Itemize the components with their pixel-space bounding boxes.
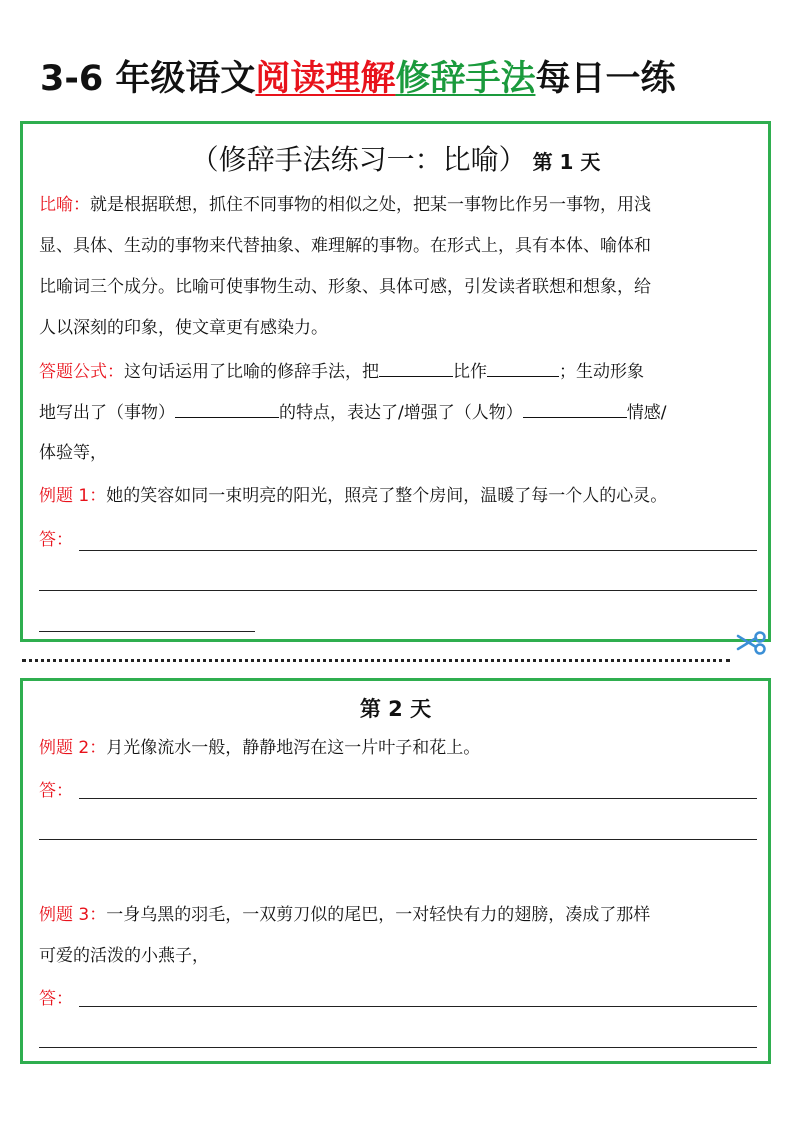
formula-text-1: 这句话运用了比喻的修辞手法，把 <box>124 362 379 382</box>
answer-label: 答： <box>39 989 73 1009</box>
title-prefix: 3-6 年级语文 <box>40 59 256 99</box>
example3-line-1 <box>39 903 650 927</box>
formula-text-4: 地写出了（事物） <box>39 403 175 423</box>
formula-text-2: 比作 <box>453 362 487 382</box>
formula-blank-2[interactable] <box>487 358 559 377</box>
formula-blank-1[interactable] <box>379 358 453 377</box>
example2-label: 例题 2： <box>39 738 107 758</box>
definition-label: 比喻： <box>39 195 90 215</box>
formula-text-3: ；生动形象 <box>559 362 644 382</box>
day2-label: 第 2 天 <box>359 697 432 721</box>
day1-heading <box>23 140 768 180</box>
answer1-line-2[interactable] <box>39 590 757 591</box>
answer2-line-2[interactable] <box>39 839 757 840</box>
answer-label: 答： <box>39 530 73 550</box>
definition-line-1 <box>39 193 651 217</box>
example3-label: 例题 3： <box>39 905 107 925</box>
example1-line <box>39 484 667 508</box>
example2-line <box>39 736 480 760</box>
answer3-line-1[interactable] <box>79 1006 757 1007</box>
formula-text-5: 的特点，表达了/增强了（人物） <box>279 403 523 423</box>
scissors-icon <box>736 629 768 657</box>
title-highlight-red: 阅读理解 <box>255 59 396 99</box>
example3-line-2: 可爱的活泼的小燕子， <box>39 946 209 966</box>
day2-section <box>20 678 771 1064</box>
formula-label: 答题公式： <box>39 362 124 382</box>
answer3-line-2[interactable] <box>39 1047 757 1048</box>
definition-line-4: 人以深刻的印象，使文章更有感染力。 <box>39 318 328 338</box>
answer1-line-1[interactable] <box>79 550 757 551</box>
title-suffix: 每日一练 <box>535 59 676 99</box>
day1-section <box>20 121 771 642</box>
cut-line <box>22 659 730 662</box>
answer2-line-1[interactable] <box>79 798 757 799</box>
definition-line-3: 比喻词三个成分。比喻可使事物生动、形象、具体可感，引发读者联想和想象，给 <box>39 277 651 297</box>
title-highlight-green: 修辞手法 <box>395 59 536 99</box>
example2-text: 月光像流水一般，静静地泻在这一片叶子和花上。 <box>106 738 481 758</box>
formula-blank-3[interactable] <box>175 399 279 418</box>
answer2-label <box>39 779 73 803</box>
answer1-line-3[interactable] <box>39 631 255 632</box>
answer3-label <box>39 987 73 1011</box>
day1-subtitle: （修辞手法练习一：比喻） <box>190 143 527 176</box>
page-title <box>40 54 675 104</box>
definition-line-2: 显、具体、生动的事物来代替抽象、难理解的事物。在形式上，具有本体、喻体和 <box>39 236 651 256</box>
example1-label: 例题 1： <box>39 486 107 506</box>
example3-text-1: 一身乌黑的羽毛，一双剪刀似的尾巴，一对轻快有力的翅膀，凑成了那样 <box>106 905 651 925</box>
definition-text-1: 就是根据联想，抓住不同事物的相似之处，把某一事物比作另一事物，用浅 <box>90 195 651 215</box>
answer1-label <box>39 528 73 552</box>
formula-blank-4[interactable] <box>523 399 627 418</box>
example1-text: 她的笑容如同一束明亮的阳光，照亮了整个房间，温暖了每一个人的心灵。 <box>106 486 668 506</box>
answer-label: 答： <box>39 781 73 801</box>
formula-line-2 <box>39 399 666 425</box>
formula-line-3: 体验等， <box>39 443 107 463</box>
day1-label: 第 1 天 <box>532 150 601 174</box>
formula-text-6: 情感/ <box>626 403 667 423</box>
formula-line-1 <box>39 358 644 384</box>
